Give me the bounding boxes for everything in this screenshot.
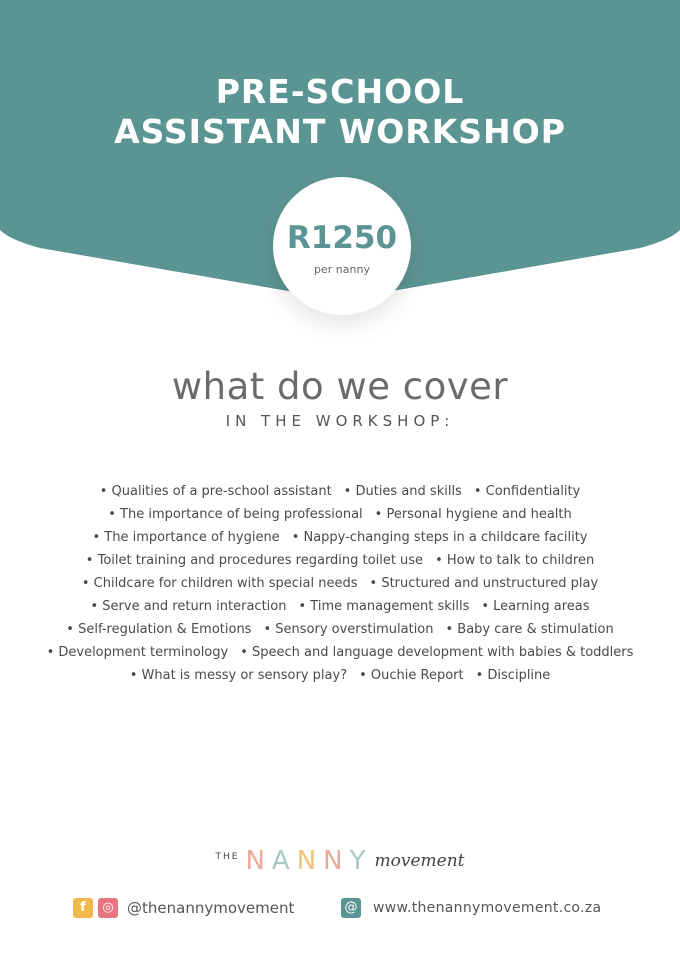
topic-item: • The importance of hygiene [92, 530, 280, 545]
topic-item: • Childcare for children with special needs [81, 576, 358, 591]
topic-item: • Nappy-changing steps in a childcare facility [291, 530, 588, 545]
social-handle[interactable]: @thenannymovement [127, 899, 295, 917]
topic-item: • How to talk to children [435, 553, 595, 568]
topic-item: • Development terminology [46, 645, 229, 660]
website-link [341, 898, 601, 918]
topic-item: • Structured and unstructured play [369, 576, 599, 591]
topic-item: • Personal hygiene and health [374, 507, 572, 522]
logo-nanny [245, 846, 372, 876]
topic-line [20, 480, 660, 503]
topic-line [20, 572, 660, 595]
topics-list [20, 480, 660, 687]
brand-logo [0, 846, 680, 876]
logo-letter: N [323, 846, 350, 876]
facebook-icon[interactable]: f [73, 898, 93, 918]
price-badge [273, 177, 411, 315]
section-heading: what do we cover [171, 365, 509, 408]
logo-letter: Y [349, 846, 373, 876]
topic-item: • Discipline [475, 668, 551, 683]
topic-item: • The importance of being professional [108, 507, 363, 522]
topic-item: • Baby care & stimulation [445, 622, 614, 637]
topic-line [20, 664, 660, 687]
social-links [73, 898, 294, 918]
topic-line [20, 641, 660, 664]
topic-line [20, 595, 660, 618]
topic-line [20, 503, 660, 526]
topic-item: • Learning areas [481, 599, 590, 614]
topic-item: • Qualities of a pre-school assistant [99, 484, 332, 499]
topic-item: • Serve and return interaction [90, 599, 287, 614]
at-icon: @ [341, 898, 361, 918]
logo-letter: A [271, 846, 297, 876]
topic-line [20, 526, 660, 549]
topic-line [20, 618, 660, 641]
topic-item: • Toilet training and procedures regarding toilet use [85, 553, 424, 568]
topic-item: • What is messy or sensory play? [129, 668, 348, 683]
page-title [0, 72, 680, 152]
topic-item: • Speech and language development with babies & toddlers [240, 645, 634, 660]
topic-item: • Sensory overstimulation [263, 622, 434, 637]
instagram-icon[interactable]: ◎ [98, 898, 118, 918]
section-subheading: IN THE WORKSHOP: [225, 412, 455, 430]
logo-movement: movement [374, 851, 465, 871]
logo-the: THE [215, 852, 240, 862]
title-line-2: ASSISTANT WORKSHOP [114, 112, 566, 151]
topic-item: • Duties and skills [343, 484, 462, 499]
topic-item: • Ouchie Report [359, 668, 464, 683]
price-unit: per nanny [314, 263, 370, 276]
footer [0, 896, 680, 922]
website-url[interactable]: www.thenannymovement.co.za [373, 900, 602, 916]
title-line-1: PRE-SCHOOL [215, 72, 465, 111]
topic-item: • Confidentiality [473, 484, 581, 499]
topic-item: • Self-regulation & Emotions [66, 622, 252, 637]
logo-letter: N [296, 846, 324, 876]
price-amount: R1250 [286, 220, 398, 256]
topic-line [20, 549, 660, 572]
logo-letter: N [245, 846, 272, 876]
topic-item: • Time management skills [298, 599, 470, 614]
